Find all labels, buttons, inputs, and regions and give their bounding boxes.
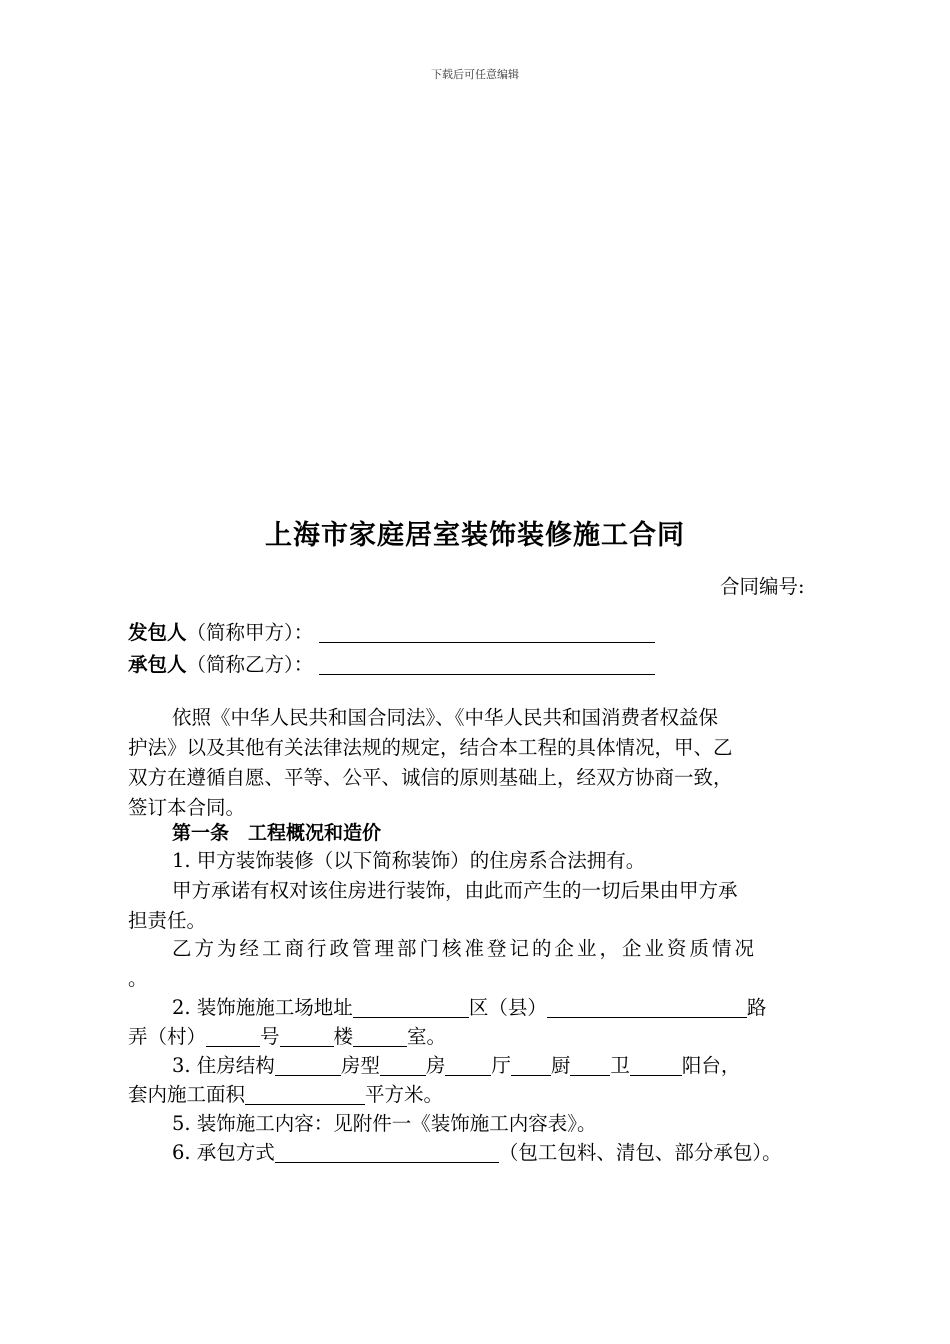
halls-count-blank[interactable] — [511, 1053, 551, 1076]
item-2-building: 楼 — [333, 1025, 354, 1048]
document-title: 上海市家庭居室装饰装修施工合同 — [265, 520, 685, 551]
party-a-paren: （简称甲方）： — [186, 621, 314, 644]
address-number-blank[interactable] — [280, 1024, 334, 1047]
intro-line-1: 依照《中华人民共和国合同法》、《中华人民共和国消费者权益保 — [172, 706, 719, 729]
item-3-bath: 卫 — [610, 1054, 630, 1077]
contract-number-label: 合同编号: — [720, 575, 805, 598]
party-a-label: 发包人 — [128, 621, 187, 644]
party-b-paren: （简称乙方）： — [186, 653, 314, 676]
item-6-prefix: 6. 承包方式 — [172, 1141, 275, 1164]
address-building-blank[interactable] — [353, 1024, 407, 1047]
layout-blank[interactable] — [380, 1053, 426, 1076]
item-5: 5. 装饰施工内容：见附件一《装饰施工内容表》。 — [172, 1112, 597, 1135]
item-3-room: 房 — [425, 1054, 446, 1077]
item-2-number: 号 — [260, 1025, 280, 1048]
item-2-room: 室。 — [407, 1025, 447, 1048]
page-header-note: 下载后可任意编辑 — [431, 68, 519, 81]
item-3-kitchen: 厨 — [550, 1054, 571, 1077]
party-b-label: 承包人 — [128, 653, 187, 676]
item-1b-line-1: 甲方承诺有权对该住房进行装饰，由此而产生的一切后果由甲方承 — [172, 879, 738, 902]
party-a-row — [128, 618, 655, 648]
kitchens-count-blank[interactable] — [570, 1053, 610, 1076]
item-3-line-2 — [128, 1080, 443, 1110]
party-b-row — [128, 650, 655, 680]
address-street-blank[interactable] — [353, 995, 469, 1018]
item-6 — [172, 1138, 782, 1168]
item-3-hall: 厅 — [491, 1054, 511, 1077]
party-b-blank[interactable] — [319, 652, 655, 675]
item-2-district: 区（县） — [468, 996, 547, 1019]
item-1c-line-2: 。 — [128, 967, 148, 990]
address-district-blank[interactable] — [547, 995, 747, 1018]
baths-count-blank[interactable] — [630, 1053, 682, 1076]
item-3-area-label: 套内施工面积 — [128, 1083, 246, 1106]
item-3-area-unit: 平方米。 — [365, 1083, 444, 1106]
item-1c-line-1: 乙方为经工商行政管理部门核准登记的企业，企业资质情况 — [172, 937, 758, 960]
area-blank[interactable] — [245, 1082, 365, 1105]
item-2-prefix: 2. 装饰施施工场地址 — [172, 996, 353, 1019]
item-2-line-2 — [128, 1022, 446, 1052]
item-2-line-1 — [172, 993, 766, 1023]
item-1: 1. 甲方装饰装修（以下简称装饰）的住房系合法拥有。 — [172, 849, 646, 872]
item-6-suffix: （包工包料、清包、部分承包）。 — [498, 1141, 782, 1164]
item-3-prefix: 3. 住房结构 — [172, 1054, 275, 1077]
intro-line-4: 签订本合同。 — [128, 796, 246, 819]
address-lane-blank[interactable] — [206, 1024, 260, 1047]
item-3-line-1 — [172, 1051, 740, 1081]
item-2-road: 路 — [746, 996, 767, 1019]
structure-blank[interactable] — [275, 1053, 341, 1076]
contract-mode-blank[interactable] — [275, 1140, 499, 1163]
intro-line-3: 双方在遵循自愿、平等、公平、诚信的原则基础上，经双方协商一致， — [128, 766, 733, 789]
party-a-blank[interactable] — [319, 620, 655, 643]
item-3-balcony: 阳台， — [681, 1054, 741, 1077]
article-1-heading: 第一条 工程概况和造价 — [172, 822, 382, 844]
item-1b-line-2: 担责任。 — [128, 909, 207, 932]
item-2-lane: 弄（村） — [128, 1025, 207, 1048]
intro-line-2: 护法》以及其他有关法律法规的规定，结合本工程的具体情况，甲、乙 — [128, 736, 733, 759]
rooms-count-blank[interactable] — [445, 1053, 491, 1076]
item-3-type: 房型 — [340, 1054, 380, 1077]
